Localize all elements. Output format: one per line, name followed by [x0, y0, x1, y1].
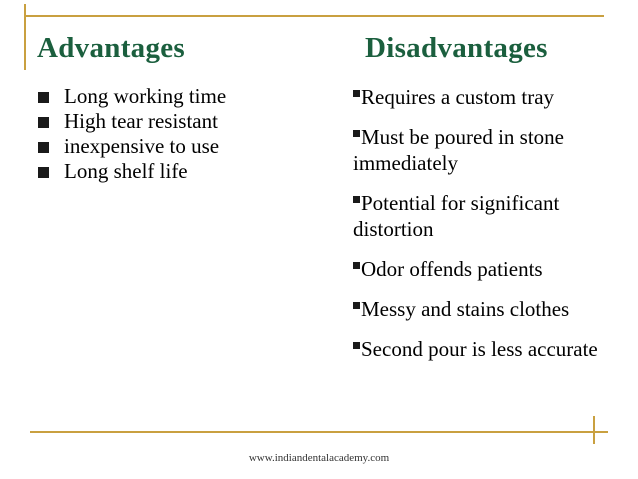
disadvantage-text: Must be poured in stone immediately	[353, 125, 564, 175]
disadvantage-text: Odor offends patients	[361, 257, 543, 281]
bottom-vertical-rule	[593, 416, 595, 444]
advantage-text: Long shelf life	[64, 159, 188, 183]
list-item	[353, 296, 603, 322]
advantage-text: inexpensive to use	[64, 134, 220, 158]
square-bullet-icon	[38, 92, 49, 103]
list-item	[38, 84, 226, 109]
disadvantage-text: Second pour is less accurate	[361, 337, 598, 361]
disadvantage-text: Messy and stains clothes	[361, 297, 570, 321]
advantage-text: Long working time	[64, 84, 227, 108]
square-bullet-icon	[353, 196, 360, 203]
top-vertical-rule	[24, 4, 26, 70]
square-bullet-icon	[353, 90, 360, 97]
list-item	[353, 256, 603, 282]
square-bullet-icon	[38, 142, 49, 153]
footer-url: www.indiandentalacademy.com	[248, 452, 390, 464]
list-item	[38, 159, 226, 184]
disadvantage-text: Requires a custom tray	[361, 85, 555, 109]
top-horizontal-rule	[24, 15, 604, 17]
square-bullet-icon	[353, 130, 360, 137]
square-bullet-icon	[38, 117, 49, 128]
list-item	[353, 84, 603, 110]
square-bullet-icon	[38, 167, 49, 178]
disadvantages-heading: Disadvantages	[365, 32, 548, 64]
list-item	[38, 109, 226, 134]
square-bullet-icon	[353, 342, 360, 349]
disadvantage-text: Potential for significant distortion	[353, 191, 560, 241]
advantages-heading: Advantages	[37, 32, 186, 64]
square-bullet-icon	[353, 302, 360, 309]
square-bullet-icon	[353, 262, 360, 269]
advantages-list	[38, 84, 226, 184]
bottom-horizontal-rule	[30, 431, 608, 433]
list-item	[353, 124, 603, 176]
list-item	[353, 336, 603, 362]
list-item	[353, 190, 603, 242]
list-item	[38, 134, 226, 159]
disadvantages-list	[353, 84, 603, 376]
advantage-text: High tear resistant	[64, 109, 218, 133]
